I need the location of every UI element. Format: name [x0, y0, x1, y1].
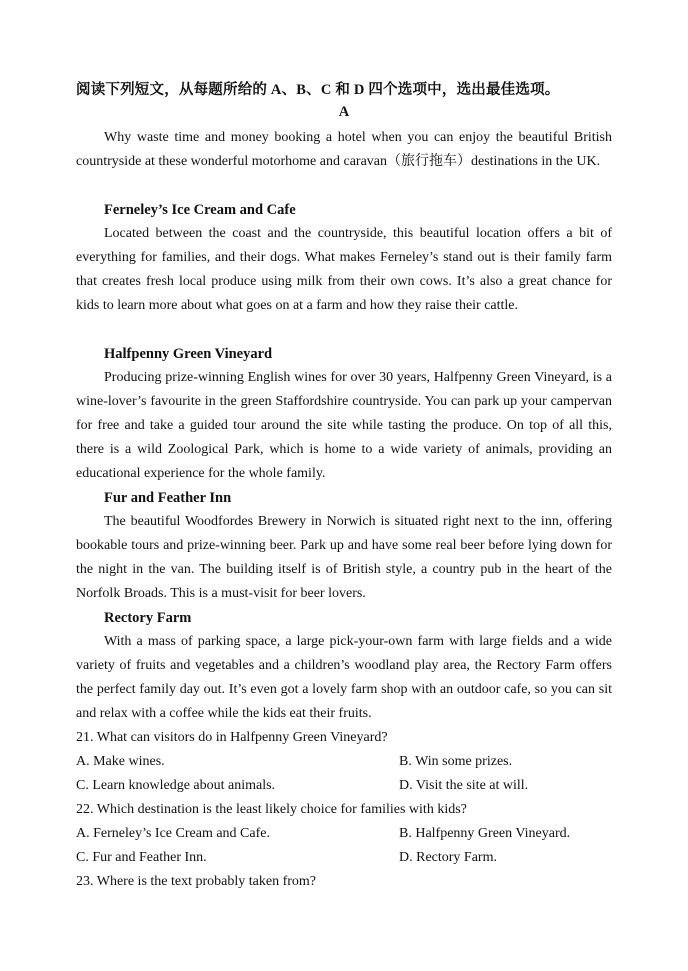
section-paragraph: Located between the coast and the countryside, this beautiful location offers a bit of everything for families, and their dogs. What makes Ferneley’s stand out is their family farm that creates fresh local produce using milk from their own cows. It’s also a great chance for kids to learn more about what goes on at a farm and how they raise their cattle.	[76, 226, 612, 313]
option-c: C. Learn knowledge about animals.	[76, 778, 276, 793]
question-stem: 21. What can visitors do in Halfpenny Green Vineyard?	[76, 730, 388, 745]
option-a: A. Make wines.	[76, 754, 165, 769]
option-b: B. Win some prizes.	[399, 754, 513, 769]
option-b: B. Halfpenny Green Vineyard.	[399, 826, 571, 841]
section-paragraph: With a mass of parking space, a large pick-your-own farm with large fields and a wide variety of fruits and vegetables and a children’s woodland play area, the Rectory Farm offers the perfect family day out. It’s even got a lovely farm shop with an outdoor cafe, so you can sit and relax with a coffee while the kids eat their fruits.	[76, 634, 612, 721]
section-paragraph: The beautiful Woodfordes Brewery in Norwich is situated right next to the inn, offering bookable tours and prize-winning beer. Park up and have some real beer before lying down for the night in the van. The building itself is of British style, a country pub in the heart of the Norfolk Broads. This is a must-visit for beer lovers.	[76, 514, 612, 601]
option-a: A. Ferneley’s Ice Cream and Cafe.	[76, 826, 270, 841]
section-heading: Ferneley’s Ice Cream and Cafe	[104, 202, 296, 218]
section-heading: Halfpenny Green Vineyard	[104, 346, 273, 362]
intro-paragraph: Why waste time and money booking a hotel when you can enjoy the beautiful British countryside at these wonderful motorhome and caravan（旅行拖车）destinations in the UK.	[76, 130, 612, 169]
option-d: D. Visit the site at will.	[399, 778, 529, 793]
section-paragraph: Producing prize-winning English wines for over 30 years, Halfpenny Green Vineyard, is a wine-lover’s favourite in the green Staffordshire countryside. You can park up your campervan for free and take a guided tour around the site while tasting the produce. On top of all this, there is a wild Zoological Park, which is home to a wide variety of animals, providing an educational experience for the whole family.	[76, 370, 612, 481]
question-stem: 22. Which destination is the least likely choice for families with kids?	[76, 802, 467, 817]
option-c: C. Fur and Feather Inn.	[76, 850, 207, 865]
section-heading: Fur and Feather Inn	[104, 490, 232, 506]
option-d: D. Rectory Farm.	[399, 850, 497, 865]
question-stem: 23. Where is the text probably taken from?	[76, 874, 316, 889]
passage-label: A	[338, 104, 350, 120]
section-heading: Rectory Farm	[104, 610, 192, 626]
exam-instruction: 阅读下列短文，从每题所给的 A、B、C 和 D 四个选项中，选出最佳选项。	[76, 82, 560, 98]
